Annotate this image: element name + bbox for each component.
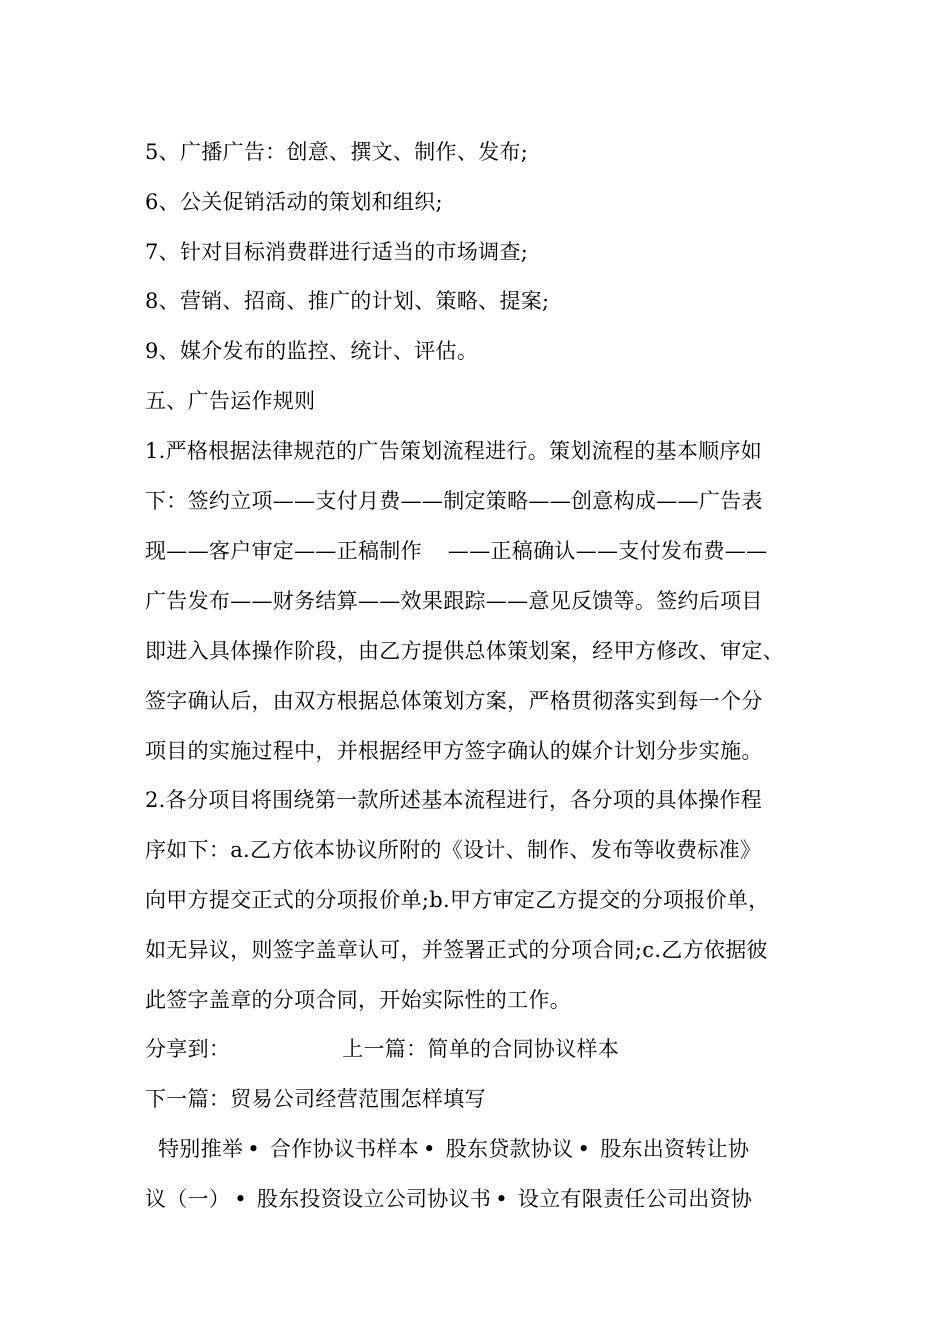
paragraph-segment: 现——客户审定——正稿制作 — [145, 539, 422, 563]
list-item: 9、媒介发布的监控、统计、评估。 — [145, 339, 479, 363]
prev-article-link[interactable]: 上一篇：简单的合同协议样本 — [342, 1037, 620, 1061]
share-label: 分享到： — [145, 1037, 231, 1061]
paragraph-line: 序如下：a.乙方依本协议所附的《设计、制作、发布等收费标准》 — [145, 838, 762, 862]
bullet-separator: • — [234, 1187, 247, 1211]
paragraph-line: 如无异议，则签字盖章认可，并签署正式的分项合同;c.乙方依据彼 — [145, 938, 768, 962]
recommend-link[interactable]: 股东投资设立公司协议书 — [256, 1187, 492, 1211]
paragraph-line: 项目的实施过程中，并根据经甲方签字确认的媒介计划分步实施。 — [145, 739, 763, 763]
bullet-separator: • — [577, 1137, 591, 1161]
paragraph-segment: ——正稿确认——支付发布费—— — [447, 539, 768, 563]
bullet-separator: • — [247, 1137, 260, 1161]
paragraph-line — [145, 536, 767, 566]
paragraph-line: 此签字盖章的分项合同，开始实际性的工作。 — [145, 988, 571, 1012]
recommend-row — [158, 1134, 749, 1164]
recommend-link[interactable]: 设立有限责任公司出资协 — [517, 1187, 753, 1211]
recommend-link[interactable]: 股东出资转让协 — [600, 1137, 750, 1161]
list-item: 8、营销、招商、推广的计划、策略、提案; — [145, 289, 550, 313]
paragraph-line: 签字确认后，由双方根据总体策划方案，严格贯彻落实到每一个分 — [145, 689, 763, 713]
recommend-link[interactable]: 合作协议书样本 — [269, 1137, 419, 1161]
paragraph-line: 下：签约立项——支付月费——制定策略——创意构成——广告表 — [145, 489, 763, 513]
recommend-heading: 特别推举 — [158, 1137, 244, 1161]
paragraph-line: 向甲方提交正式的分项报价单;b.甲方审定乙方提交的分项报价单， — [145, 888, 770, 912]
list-item: 6、公关促销活动的策划和组织; — [145, 190, 443, 214]
paragraph-line: 2.各分项目将围绕第一款所述基本流程进行，各分项的具体操作程 — [145, 788, 763, 812]
share-row — [145, 1034, 619, 1064]
recommend-row — [145, 1184, 752, 1214]
list-item: 5、广播广告：创意、撰文、制作、发布; — [145, 140, 529, 164]
bullet-separator: • — [423, 1137, 436, 1161]
paragraph-line: 广告发布——财务结算——效果跟踪——意见反馈等。签约后项目 — [145, 589, 763, 613]
recommend-link[interactable]: 股东贷款协议 — [445, 1137, 574, 1161]
recommend-link[interactable]: 议（一） — [145, 1187, 231, 1211]
list-item: 7、针对目标消费群进行适当的市场调查; — [145, 240, 529, 264]
section-heading: 五、广告运作规则 — [145, 389, 316, 413]
paragraph-line: 即进入具体操作阶段，由乙方提供总体策划案，经甲方修改、审定、 — [145, 639, 784, 663]
bullet-separator: • — [495, 1187, 508, 1211]
paragraph-line: 1.严格根据法律规范的广告策划流程进行。策划流程的基本顺序如 — [145, 439, 763, 463]
next-article-link[interactable]: 下一篇：贸易公司经营范围怎样填写 — [145, 1087, 486, 1111]
